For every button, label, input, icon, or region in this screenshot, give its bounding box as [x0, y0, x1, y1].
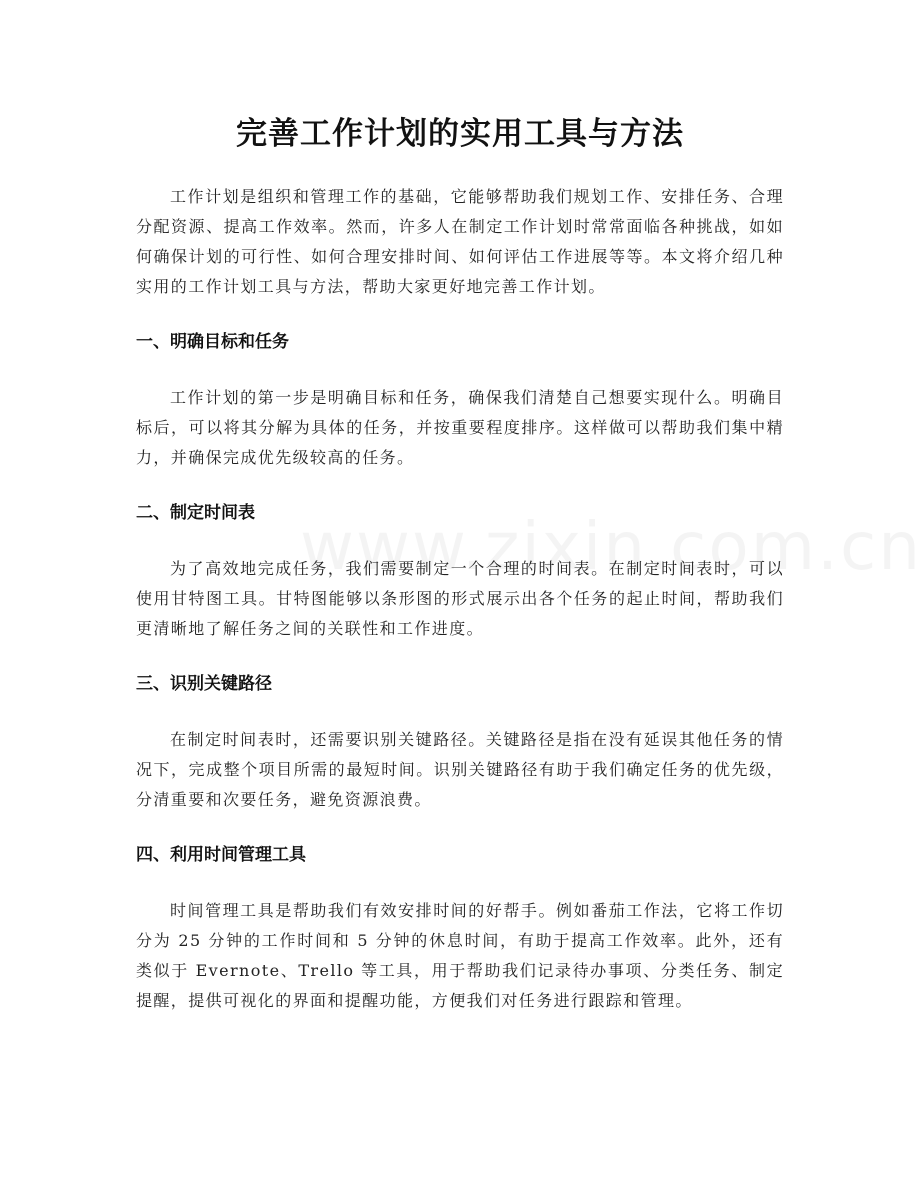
document-body [136, 182, 784, 1016]
section-heading-3: 三、识别关键路径 [136, 674, 272, 694]
section-heading-4: 四、利用时间管理工具 [136, 845, 306, 865]
page-title: 完善工作计划的实用工具与方法 [236, 116, 684, 152]
section-paragraph-4: 时间管理工具是帮助我们有效安排时间的好帮手。例如番茄工作法，它将工作切分为 25 分钟的工作时间和 5 分钟的休息时间，有助于提高工作效率。此外，还有类似于 Evernote、Trello 等工具，用于帮助我们记录待办事项、分类任务、制定提醒，提供可视化的界面和提醒功能，方便我们对任务进行跟踪和管理。 [136, 901, 784, 1010]
section-paragraph-2: 为了高效地完成任务，我们需要制定一个合理的时间表。在制定时间表时，可以使用甘特图工具。甘特图能够以条形图的形式展示出各个任务的起止时间，帮助我们更清晰地了解任务之间的关联性和工作进度。 [136, 559, 784, 638]
section-heading-2: 二、制定时间表 [136, 503, 255, 523]
section-paragraph-3: 在制定时间表时，还需要识别关键路径。关键路径是指在没有延误其他任务的情况下，完成整个项目所需的最短时间。识别关键路径有助于我们确定任务的优先级，分清重要和次要任务，避免资源浪费。 [136, 730, 784, 809]
intro-paragraph: 工作计划是组织和管理工作的基础，它能够帮助我们规划工作、安排任务、合理分配资源、提高工作效率。然而，许多人在制定工作计划时常常面临各种挑战，如如何确保计划的可行性、如何合理安排时间、如何评估工作进展等等。本文将介绍几种实用的工作计划工具与方法，帮助大家更好地完善工作计划。 [136, 187, 784, 296]
section-paragraph-1: 工作计划的第一步是明确目标和任务，确保我们清楚自己想要实现什么。明确目标后，可以将其分解为具体的任务，并按重要程度排序。这样做可以帮助我们集中精力，并确保完成优先级较高的任务。 [136, 388, 784, 467]
section-heading-1: 一、明确目标和任务 [136, 332, 289, 352]
